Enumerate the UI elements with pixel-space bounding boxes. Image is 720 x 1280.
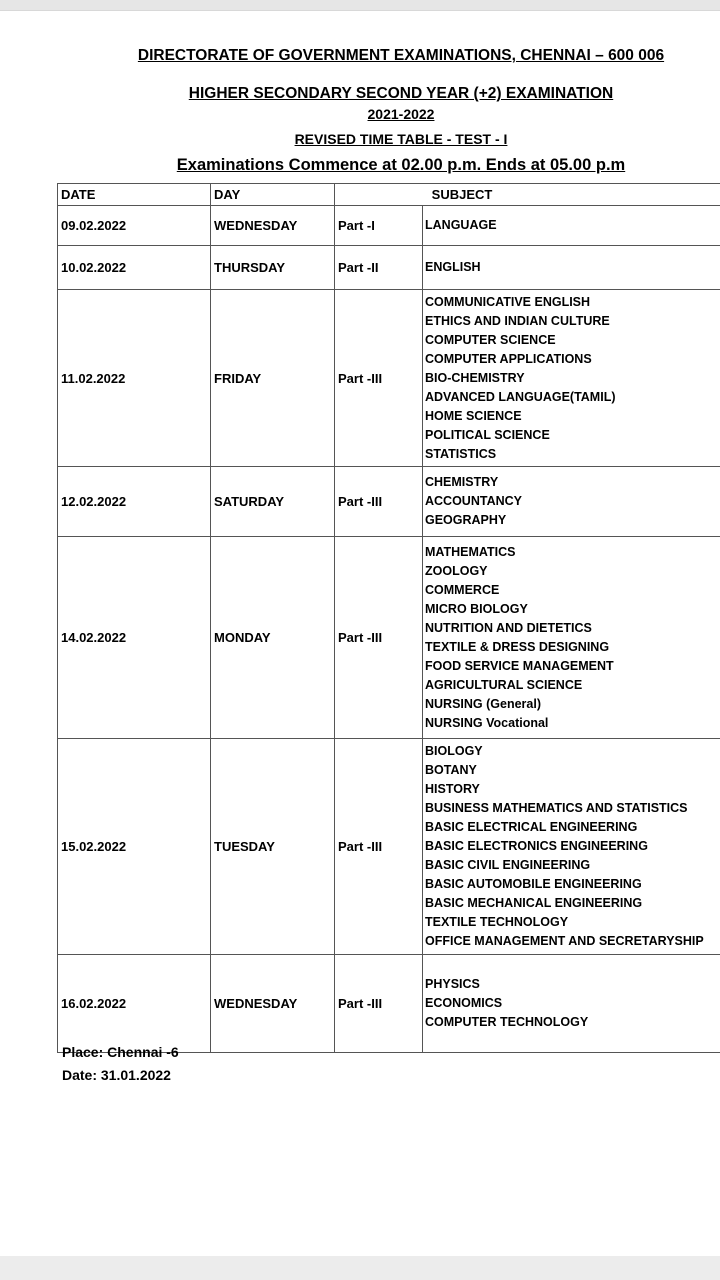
table-row	[58, 739, 720, 955]
subject-item: BASIC ELECTRICAL ENGINEERING	[425, 820, 638, 834]
table-row	[58, 290, 720, 467]
exam-date: 15.02.2022	[58, 739, 211, 955]
subject-item: HOME SCIENCE	[425, 408, 522, 423]
exam-day: MONDAY	[211, 537, 335, 739]
subject-item: NURSING (General)	[425, 696, 541, 711]
exam-date: 12.02.2022	[58, 467, 211, 537]
revised-heading: REVISED TIME TABLE - TEST - I	[294, 131, 508, 147]
exam-day: FRIDAY	[211, 290, 335, 467]
subject-item: COMPUTER APPLICATIONS	[425, 351, 592, 366]
subject-item: OFFICE MANAGEMENT AND SECRETARYSHIP	[425, 934, 704, 948]
exam-date: 09.02.2022	[58, 206, 211, 246]
subject-item: GEOGRAPHY	[425, 513, 507, 527]
subject-item: TEXTILE TECHNOLOGY	[425, 915, 569, 929]
subject-item: BOTANY	[425, 763, 477, 777]
subject-item: HISTORY	[425, 782, 480, 796]
subject-column-header: SUBJECT	[335, 184, 720, 206]
footer-place: Place: Chennai -6	[62, 1044, 179, 1060]
subject-list	[423, 467, 720, 537]
timetable	[57, 183, 720, 1053]
subject-item: CHEMISTRY	[425, 475, 499, 489]
exam-day: THURSDAY	[211, 246, 335, 290]
subject-item: TEXTILE & DRESS DESIGNING	[425, 639, 610, 654]
exam-heading: HIGHER SECONDARY SECOND YEAR (+2) EXAMINATION	[188, 85, 614, 102]
exam-part: Part -III	[335, 467, 423, 537]
subject-item: COMMUNICATIVE ENGLISH	[425, 294, 591, 309]
subject-list	[423, 246, 720, 290]
exam-part: Part -III	[335, 739, 423, 955]
document-page	[0, 11, 720, 1256]
subject-item: MATHEMATICS	[425, 544, 516, 559]
exam-day: WEDNESDAY	[211, 206, 335, 246]
subject-item: ECONOMICS	[425, 996, 503, 1010]
subject-item: BASIC ELECTRONICS ENGINEERING	[425, 839, 648, 853]
subject-list	[423, 955, 720, 1053]
subject-list	[423, 739, 720, 955]
subject-item: BASIC CIVIL ENGINEERING	[425, 858, 591, 872]
subject-item: COMPUTER SCIENCE	[425, 332, 556, 347]
exam-date: 14.02.2022	[58, 537, 211, 739]
exam-date: 11.02.2022	[58, 290, 211, 467]
table-row	[58, 246, 720, 290]
subject-item: ETHICS AND INDIAN CULTURE	[425, 313, 610, 328]
subject-item: BIO-CHEMISTRY	[425, 370, 525, 385]
subject-item: COMMERCE	[425, 582, 500, 597]
subject-item: ACCOUNTANCY	[425, 494, 522, 508]
subject-item: ENGLISH	[425, 260, 481, 274]
viewer-bottom-strip	[0, 1256, 720, 1280]
subject-list	[423, 206, 720, 246]
subject-item: BASIC MECHANICAL ENGINEERING	[425, 896, 643, 910]
subject-item: ADVANCED LANGUAGE(TAMIL)	[425, 389, 616, 404]
subject-item: BASIC AUTOMOBILE ENGINEERING	[425, 877, 642, 891]
exam-part: Part -I	[335, 206, 423, 246]
subject-item: NURSING Vocational	[425, 715, 549, 730]
viewer-top-strip	[0, 0, 720, 11]
table-row	[58, 955, 720, 1053]
subject-item: ZOOLOGY	[425, 563, 488, 578]
timing-heading: Examinations Commence at 02.00 p.m. Ends at 05.00 p.m	[176, 156, 626, 174]
table-row	[58, 206, 720, 246]
subject-item: COMPUTER TECHNOLOGY	[425, 1015, 589, 1029]
exam-day: TUESDAY	[211, 739, 335, 955]
table-header-row	[58, 184, 720, 206]
subject-item: STATISTICS	[425, 446, 497, 461]
exam-part: Part -III	[335, 955, 423, 1053]
subject-item: FOOD SERVICE MANAGEMENT	[425, 658, 614, 673]
exam-date: 16.02.2022	[58, 955, 211, 1053]
subject-item: BUSINESS MATHEMATICS AND STATISTICS	[425, 801, 688, 815]
subject-item: PHYSICS	[425, 977, 480, 991]
year-heading: 2021-2022	[367, 106, 435, 122]
exam-date: 10.02.2022	[58, 246, 211, 290]
exam-part: Part -III	[335, 537, 423, 739]
subject-item: NUTRITION AND DIETETICS	[425, 620, 592, 635]
table-row	[58, 537, 720, 739]
directorate-heading: DIRECTORATE OF GOVERNMENT EXAMINATIONS, CHENNAI – 600 006	[137, 47, 665, 64]
timetable-body	[58, 206, 720, 1053]
subject-item: MICRO BIOLOGY	[425, 601, 528, 616]
exam-part: Part -II	[335, 246, 423, 290]
subject-item: AGRICULTURAL SCIENCE	[425, 677, 583, 692]
exam-day: WEDNESDAY	[211, 955, 335, 1053]
table-row	[58, 467, 720, 537]
exam-part: Part -III	[335, 290, 423, 467]
footer-date: Date: 31.01.2022	[62, 1067, 171, 1083]
date-column-header: DATE	[58, 184, 211, 206]
exam-day: SATURDAY	[211, 467, 335, 537]
subject-item: POLITICAL SCIENCE	[425, 427, 550, 442]
subject-list	[423, 290, 720, 467]
subject-item: BIOLOGY	[425, 744, 483, 758]
subject-item: LANGUAGE	[425, 218, 497, 232]
subject-list	[423, 537, 720, 739]
day-column-header: DAY	[211, 184, 335, 206]
